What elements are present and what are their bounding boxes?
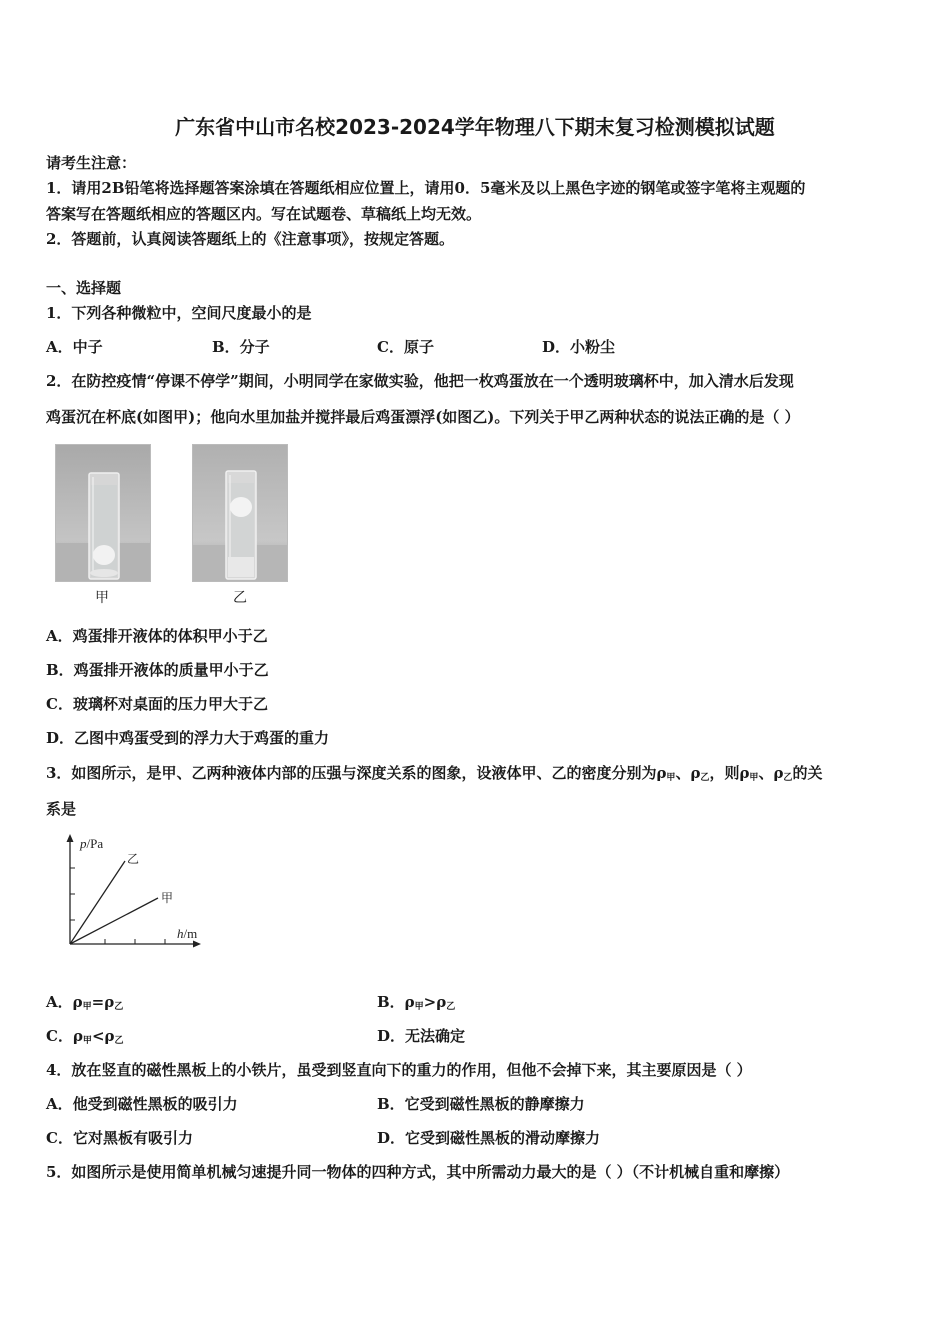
photo-egg-sunk — [55, 444, 151, 582]
q2-option-a: A．鸡蛋排开液体的体积甲小于乙 — [46, 627, 268, 645]
q3-stem-line-1: 3．如图所示，是甲、乙两种液体内部的压强与深度关系的图象，设液体甲、乙的密度分别为$\rho_甲$、$\rho_乙$，则$\rho_甲$、$\rho_乙$的关 — [46, 764, 823, 783]
y-axis-arrow — [67, 834, 74, 842]
caption-jia: 甲 — [95, 590, 109, 606]
notice-item-2: 2．答题前，认真阅读答题纸上的《注意事项》，按规定答题。 — [46, 230, 454, 248]
notice-item-1-line-1: 1．请用2B铅笔将选择题答案涂填在答题纸相应位置上，请用0．5毫米及以上黑色字迹的钢笔或签字笔将主观题的 — [46, 179, 806, 197]
line-yi — [70, 861, 125, 944]
q2-option-c: C．玻璃杯对桌面的压力甲大于乙 — [46, 695, 268, 713]
q2-stem-line-1: 2．在防控疫情“停课不停学”期间，小明同学在家做实验，他把一枚鸡蛋放在一个透明玻璃杯中，加入清水后发现 — [46, 372, 794, 390]
x-axis-arrow — [193, 941, 201, 948]
q3-option-c: C．$\rho_甲<\rho_乙$ — [46, 1027, 124, 1046]
q1-option-a: A．中子 — [46, 338, 103, 356]
q3-option-d: D．无法确定 — [377, 1027, 466, 1045]
q4-option-c: C．它对黑板有吸引力 — [46, 1129, 193, 1147]
line-label-jia: 甲 — [161, 891, 174, 905]
pressure-depth-graph — [55, 832, 215, 952]
page-title: 广东省中山市名校2023-2024学年物理八下期末复习检测模拟试题 — [175, 115, 775, 139]
q1-option-b: B．分子 — [212, 338, 270, 356]
q1-stem: 1．下列各种微粒中，空间尺度最小的是 — [46, 304, 312, 322]
q4-option-b: B．它受到磁性黑板的静摩擦力 — [377, 1095, 585, 1113]
section-heading: 一、选择题 — [46, 279, 122, 297]
x-axis-label: h/m — [177, 926, 198, 941]
notice-heading: 请考生注意： — [46, 154, 137, 172]
caption-yi: 乙 — [233, 590, 247, 606]
notice-item-1-line-2: 答案写在答题纸相应的答题区内。写在试题卷、草稿纸上均无效。 — [46, 205, 482, 223]
q3-option-a: A．$\rho_甲=\rho_乙$ — [46, 993, 124, 1012]
line-label-yi: 乙 — [127, 852, 140, 866]
photo-egg-floating — [192, 444, 288, 582]
q2-stem-line-2: 鸡蛋沉在杯底(如图甲)；他向水里加盐并搅拌最后鸡蛋漂浮(如图乙)。下列关于甲乙两种状态的说法正确的是（ ） — [46, 408, 800, 426]
q2-option-d: D．乙图中鸡蛋受到的浮力大于鸡蛋的重力 — [46, 729, 330, 747]
q4-stem: 4．放在竖直的磁性黑板上的小铁片，虽受到竖直向下的重力的作用，但他不会掉下来，其主要原因是（ ） — [46, 1061, 752, 1079]
q1-option-c: C．原子 — [377, 338, 434, 356]
q5-stem: 5．如图所示是使用简单机械匀速提升同一物体的四种方式，其中所需动力最大的是（ ）（不计机械自重和摩擦） — [46, 1163, 790, 1181]
q4-option-a: A．他受到磁性黑板的吸引力 — [46, 1095, 238, 1113]
q2-option-b: B．鸡蛋排开液体的质量甲小于乙 — [46, 661, 269, 679]
q3-stem-line-2: 系是 — [46, 800, 77, 818]
line-jia — [70, 898, 158, 944]
q1-option-d: D．小粉尘 — [542, 338, 616, 356]
y-axis-label: p/Pa — [80, 836, 104, 851]
q3-option-b: B．$\rho_甲>\rho_乙$ — [377, 993, 456, 1012]
q4-option-d: D．它受到磁性黑板的滑动摩擦力 — [377, 1129, 601, 1147]
